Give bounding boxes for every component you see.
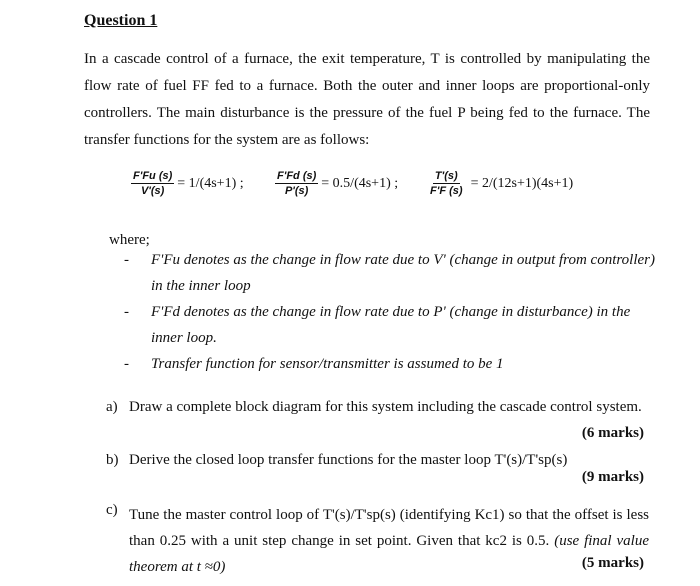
- bullet-dash: -: [124, 252, 129, 268]
- part-c-body: Tune the master control loop of T'(s)/T'sp(s) (identifying Kc1) so that the offset is less than 0.25 with a unit step change in set point. Given that kc2 is 0.5.: [129, 507, 649, 549]
- question-title: Question 1: [84, 12, 158, 29]
- denominator: F'F (s): [430, 185, 463, 197]
- where-label: where;: [109, 232, 150, 248]
- fraction: [131, 170, 174, 197]
- rhs: = 2/(12s+1)(4s+1): [470, 175, 574, 191]
- list-item: [124, 351, 664, 377]
- part-c-note: (use final value theorem at t ≈0): [129, 533, 649, 575]
- part-b-label: b): [106, 452, 119, 468]
- fraction: [275, 170, 318, 197]
- definitions-list: [124, 247, 664, 377]
- part-b-text: Derive the closed loop transfer functions for the master loop T'(s)/T'sp(s): [129, 452, 568, 468]
- numerator: F'Fd (s): [277, 170, 317, 182]
- part-b-marks: (9 marks): [581, 469, 644, 485]
- denominator: P'(s): [284, 185, 309, 197]
- denominator: V'(s): [140, 185, 165, 197]
- numerator: F'Fu (s): [133, 170, 173, 182]
- list-item: [124, 247, 664, 299]
- bullet-dash: -: [124, 356, 129, 372]
- bullet-text: Transfer function for sensor/transmitter is assumed to be 1: [151, 356, 504, 372]
- transfer-function-disturbance: [275, 170, 398, 220]
- part-a-text: Draw a complete block diagram for this system including the cascade control system.: [129, 399, 642, 415]
- transfer-function-inner: [131, 170, 244, 220]
- part-a-label: a): [106, 399, 118, 415]
- rhs: = 1/(4s+1) ;: [177, 175, 244, 191]
- bullet-text: F'Fd denotes as the change in flow rate due to P' (change in disturbance) in the inner loop.: [151, 304, 631, 346]
- bullet-dash: -: [124, 304, 129, 320]
- intro-paragraph: In a cascade control of a furnace, the exit temperature, T is controlled by manipulating the flow rate of fuel FF fed to a furnace. Both the outer and inner loops are proportional-only controllers. The main disturbance is the pressure of the fuel P being fed to the furnace. The transfer functions for the system are as follows:: [84, 51, 650, 148]
- part-c-marks: (5 marks): [581, 555, 644, 571]
- part-c-text: [129, 502, 649, 580]
- list-item: [124, 299, 664, 351]
- transfer-function-process: [428, 170, 573, 220]
- bullet-text: F'Fu denotes as the change in flow rate due to V' (change in output from controller) in the inner loop: [151, 252, 655, 294]
- part-a-marks: (6 marks): [581, 425, 644, 441]
- rhs: = 0.5/(4s+1) ;: [321, 175, 399, 191]
- fraction: [428, 170, 465, 197]
- numerator: T'(s): [434, 170, 458, 182]
- part-c-label: c): [106, 502, 118, 518]
